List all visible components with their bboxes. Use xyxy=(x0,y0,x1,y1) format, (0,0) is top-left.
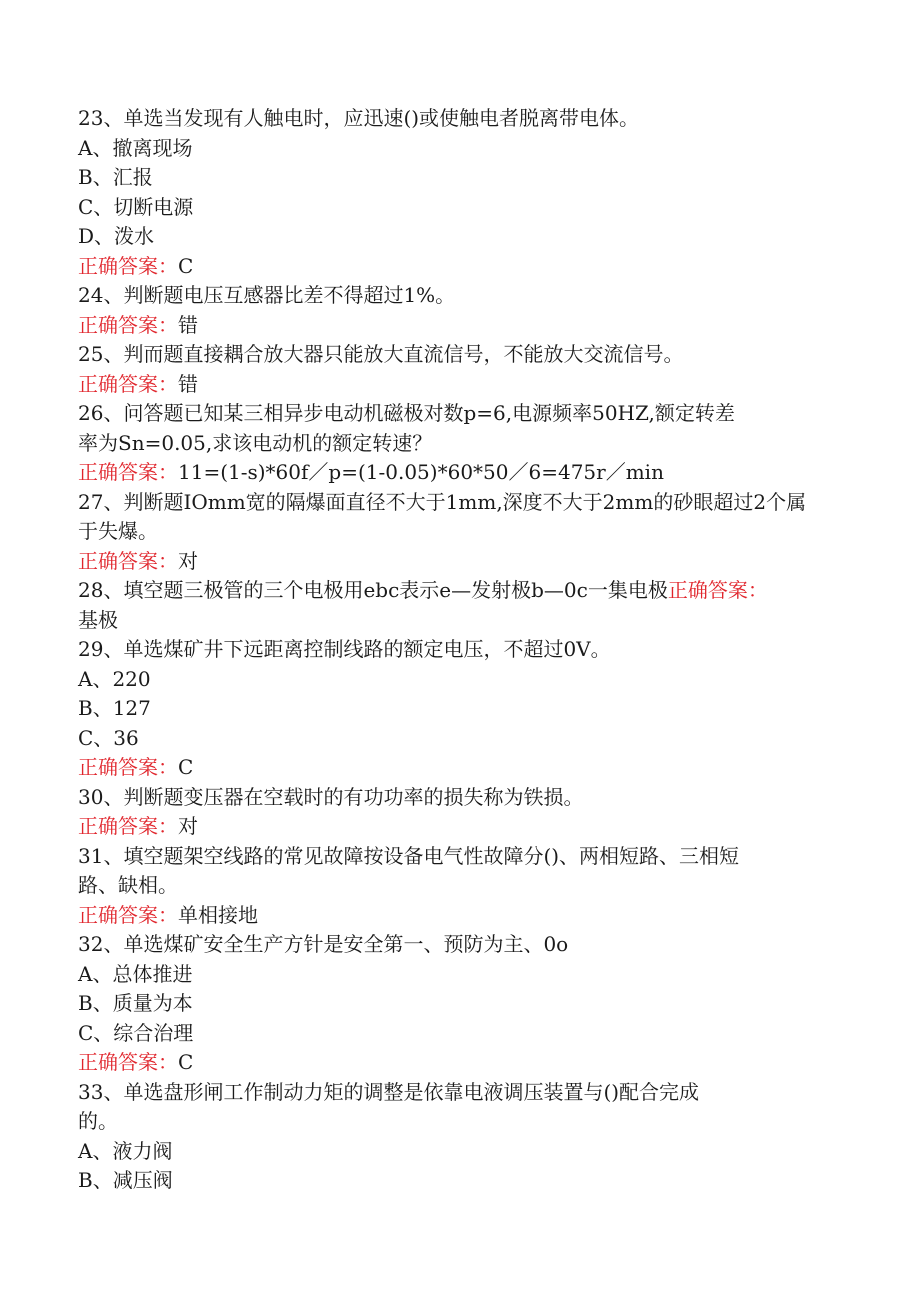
question-27-stem-line-2: 于失爆。 xyxy=(78,519,158,543)
question-28-answer: 基极 xyxy=(78,607,118,632)
question-33-option-a: A、液力阀 xyxy=(78,1138,173,1163)
question-29-answer xyxy=(78,753,838,783)
question-32-option-b: B、质量为本 xyxy=(78,991,193,1015)
answer-value: 错 xyxy=(178,371,198,396)
question-26-answer xyxy=(78,458,838,488)
question-30-stem: 30、判断题变压器在空载时的有功功率的损失称为铁损。 xyxy=(78,784,584,809)
question-23-option-b: B、汇报 xyxy=(78,165,153,189)
question-26-stem-line-1: 26、问答题已知某三相异步电动机磁极对数p=6,电源频率50HZ,额定转差 xyxy=(78,401,735,425)
question-32-answer xyxy=(78,1048,838,1078)
question-27-stem-line-1: 27、判断题IOmm宽的隔爆面直径不大于1mm,深度不大于2mm的砂眼超过2个属 xyxy=(78,489,807,514)
question-29-option-c: C、36 xyxy=(78,725,139,750)
question-30-answer xyxy=(78,812,838,842)
question-24-stem: 24、判断题电压互感器比差不得超过1%。 xyxy=(78,283,456,307)
answer-label: 正确答案： xyxy=(78,371,178,396)
question-29-option-b: B、127 xyxy=(78,696,151,720)
answer-value: C xyxy=(178,1050,194,1074)
answer-value: 对 xyxy=(178,548,198,573)
answer-value: 11=(1-s)*60f／p=(1-0.05)*60*50／6=475r／min xyxy=(178,460,664,484)
question-23-answer xyxy=(78,252,838,282)
answer-label: 正确答案： xyxy=(78,814,178,838)
answer-label: 正确答案： xyxy=(78,902,178,927)
question-33-stem-line-2: 的。 xyxy=(78,1109,118,1133)
question-33-option-b: B、减压阀 xyxy=(78,1168,173,1192)
answer-value: 对 xyxy=(178,814,198,838)
question-27-answer xyxy=(78,547,838,577)
question-32-option-c: C、综合治理 xyxy=(78,1020,194,1045)
answer-value: 错 xyxy=(178,312,198,337)
question-29-option-a: A、220 xyxy=(78,666,151,691)
answer-label: 正确答案： xyxy=(78,312,178,337)
answer-value: C xyxy=(178,253,194,278)
question-31-stem-line-1: 31、填空题架空线路的常见故障按设备电气性故障分()、两相短路、三相短 xyxy=(78,843,740,868)
answer-label: 正确答案： xyxy=(78,253,178,278)
question-31-answer xyxy=(78,901,838,931)
question-25-stem: 25、判而题直接耦合放大器只能放大直流信号，不能放大交流信号。 xyxy=(78,342,684,366)
question-28-stem-text: 28、填空题三极管的三个电极用ebc表示e—发射极b—0c一集电极 xyxy=(78,578,668,602)
document-page xyxy=(78,104,838,1196)
question-24-answer xyxy=(78,311,838,341)
question-31-stem-line-2: 路、缺相。 xyxy=(78,873,178,897)
answer-label: 正确答案： xyxy=(78,1050,178,1074)
answer-value: 单相接地 xyxy=(178,902,258,927)
question-23-option-c: C、切断电源 xyxy=(78,194,194,219)
answer-label: 正确答案： xyxy=(78,548,178,573)
question-32-option-a: A、总体推进 xyxy=(78,961,193,986)
answer-label: 正确答案： xyxy=(78,460,178,484)
question-29-stem: 29、单选煤矿井下远距离控制线路的额定电压，不超过0V。 xyxy=(78,637,611,661)
answer-label: 正确答案： xyxy=(78,755,178,779)
question-23-stem: 23、单选当发现有人触电时，应迅速()或使触电者脱离带电体。 xyxy=(78,106,640,130)
question-23-option-d: D、泼水 xyxy=(78,224,155,248)
question-28-stem xyxy=(78,576,838,606)
question-33-stem-line-1: 33、单选盘形闸工作制动力矩的调整是依靠电液调压装置与()配合完成 xyxy=(78,1079,700,1104)
answer-label: 正确答案： xyxy=(667,578,768,602)
question-25-answer xyxy=(78,370,838,400)
question-32-stem: 32、单选煤矿安全生产方针是安全第一、预防为主、0o xyxy=(78,932,569,956)
question-26-stem-line-2: 率为Sn=0.05,求该电动机的额定转速？ xyxy=(78,430,433,455)
question-23-option-a: A、撤离现场 xyxy=(78,135,193,160)
answer-value: C xyxy=(178,755,194,779)
